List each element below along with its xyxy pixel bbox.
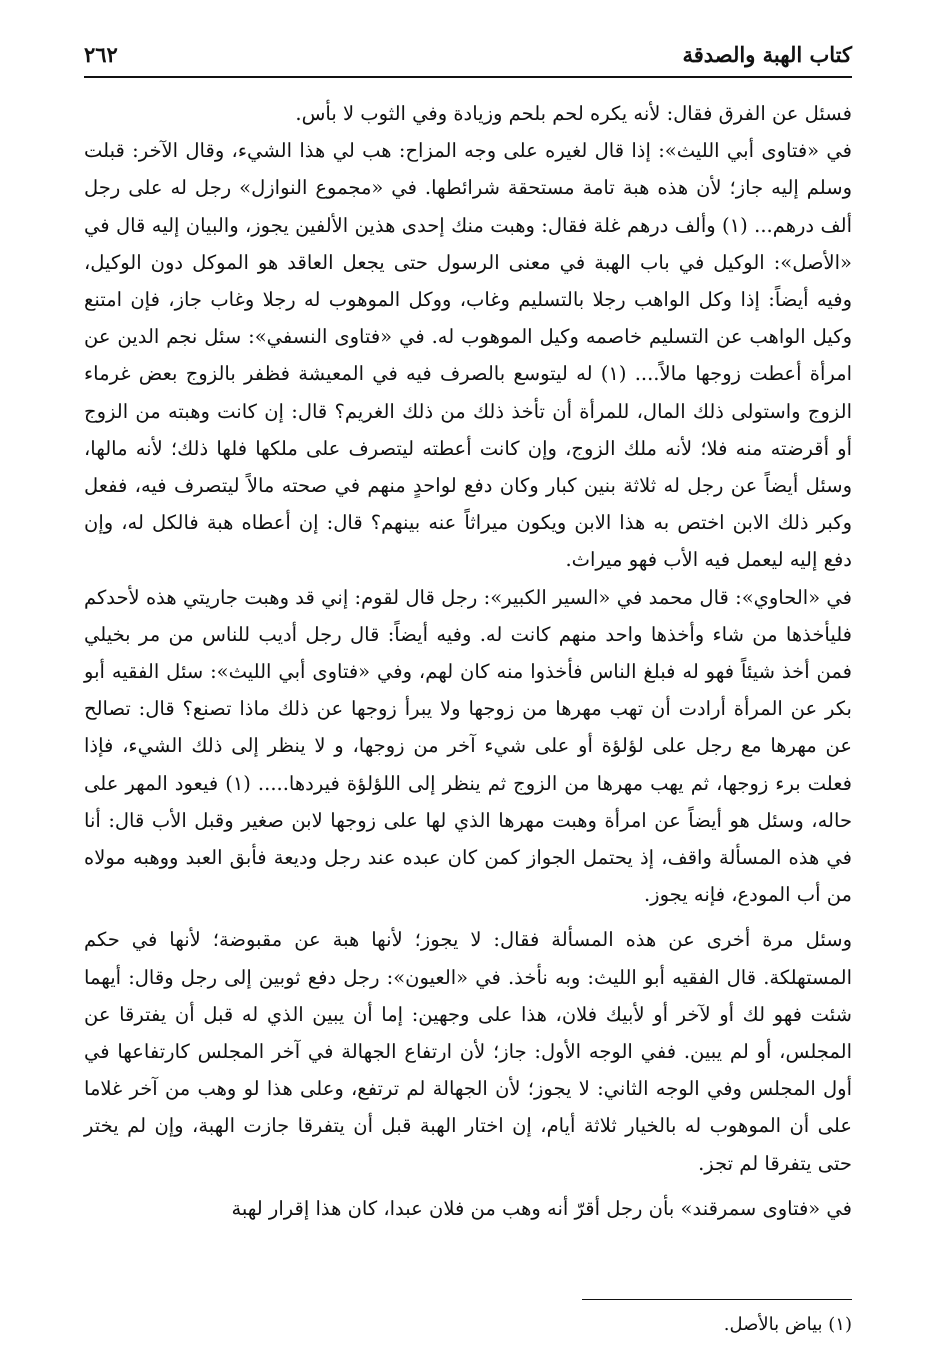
- running-title: كتاب الهبة والصدقة: [682, 42, 852, 67]
- paragraph-5: في «فتاوى سمرقند» بأن رجل أقرّ أنه وهب من فلان عبدا، كان هذا إقرار لهبة: [231, 1196, 852, 1220]
- page-header: [84, 36, 852, 78]
- paragraph-gap: [84, 1182, 852, 1190]
- footnote: (١) بياض بالأصل.: [723, 1314, 852, 1335]
- paragraph-2: في «فتاوى أبي الليث»: إذا قال لغيره على وجه المزاح: هب لي هذا الشيء، وقال الآخر: قبلت وسلم إليه جاز؛ لأن هذه هبة تامة مستحقة شرائطها. في «مجموع النوازل» رجل له على رجل ألف درهم... (١) وألف درهم غلة فقال: وهبت منك إحدى هذين الألفين يجوز، والبيان إليه قال في «الأصل»: الوكيل في باب الهبة في معنى الرسول حتى يجعل العاقد هو الموكل دون الوكيل، وفيه أيضاً: إذا وكل الواهب رجلا بالتسليم وغاب، ووكل الموهوب له رجلا وغاب جاز، فإن امتنع وكيل الواهب عن التسليم خاصمه وكيل الموهوب له. في «فتاوى النسفي»: سئل نجم الدين عن امرأة أعطت زوجها مالاً.... (١) له ليتوسع بالصرف فيه في المعيشة فظفر بالزوج بعض غرماء الزوج واستولى ذلك المال، للمرأة أن تأخذ ذلك من ذلك الغريم؟ قال: إن كانت وهبته من الزوج أو أقرضته منه فلا؛ لأنه ملك الزوج، وإن كانت أعطته ليتصرف على ملكها فلها ذلك؛ لأنه مالها، وسئل أيضاً عن رجل له ثلاثة بنين كبار وكان دفع لواحدٍ منهم في صحته مالاً ليتصرف فيه، ففعل وكبر ذلك الابن اختص به هذا الابن ويكون ميراثاً عنه بينهم؟ قال: إن أعطاه هبة فالكل له، وإن دفع إليه ليعمل فيه الأب فهو ميراث.: [84, 139, 852, 572]
- paragraph-4: وسئل مرة أخرى عن هذه المسألة فقال: لا يجوز؛ لأنها هبة عن مقبوضة؛ لأنها في حكم المستهلكة. قال الفقيه أبو الليث: وبه نأخذ. في «العيون»: رجل دفع ثوبين إلى رجل وقال: أيهما شئت فهو لك أو لآخر أو لأبيك فلان، هذا على وجهين: إما أن يبين الذي له قبل أن يفترقا عن المجلس، أو لم يبين. ففي الوجه الأول: جاز؛ لأن ارتفاع الجهالة في آخر المجلس كارتفاعها في أول المجلس وفي الوجه الثاني: لا يجوز؛ لأن الجهالة لم ترتفع، وعلى هذا لو وهب من آخر غلاما على أن الموهوب له بالخيار ثلاثة أيام، إن اختار الهبة قبل أن يتفرقا جازت الهبة، وإن لم يختر حتى يتفرقا لم تجز.: [84, 928, 852, 1175]
- paragraph-gap: [84, 913, 852, 921]
- body-text: [84, 95, 852, 1227]
- paragraph-3: في «الحاوي»: قال محمد في «السير الكبير»: رجل قال لقوم: إني قد وهبت جاريتي هذه لأحدكم فليأخذها من شاء وأخذها واحد منهم كانت له. وفيه أيضاً: قال رجل أديب للناس من مر بخيلي فمن أخذ شيئاً فهو له فبلغ الناس فأخذوا منه كان لهم، وفي «فتاوى أبي الليث»: سئل الفقيه أبو بكر عن المرأة أرادت أن تهب مهرها من زوجها ولا يبرأ زوجها عن ذلك ماذا تصنع؟ قال: تصالح عن مهرها مع رجل على لؤلؤة أو على شيء آخر من زوجها، و لا ينظر إلى ذلك الشيء، فإذا فعلت برء زوجها، ثم يهب مهرها من الزوج ثم ينظر إلى اللؤلؤة فيردها..... (١) فيعود المهر على حاله، وسئل هو أيضاً عن امرأة وهبت مهرها الذي لها على زوجها لابن صغير وقبل الأب قال: أنا في هذه المسألة واقف، إذ يحتمل الجواز كمن كان عبده عند رجل وديعة فأبق العبد ووهبه مولاه من أب المودع، فإنه يجوز.: [84, 585, 852, 907]
- page-number: ٢٦٢: [84, 42, 118, 67]
- paragraph-1: فسئل عن الفرق فقال: لأنه يكره لحم بلحم وزيادة وفي الثوب لا بأس.: [295, 102, 852, 125]
- footnote-rule: [582, 1299, 852, 1300]
